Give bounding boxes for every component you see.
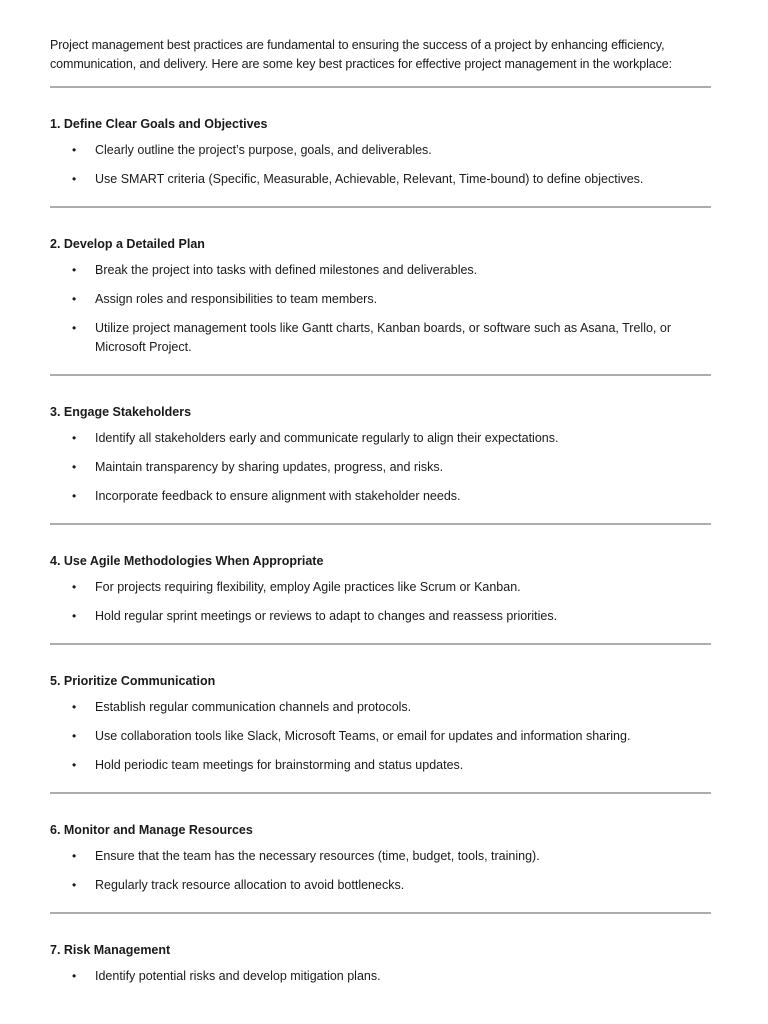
list-item bbox=[50, 458, 711, 477]
list-item-text: Incorporate feedback to ensure alignment with stakeholder needs. bbox=[95, 489, 461, 503]
list-item-text: Utilize project management tools like Gantt charts, Kanban boards, or software such as Asana, Trello, or Microsoft Project. bbox=[95, 321, 671, 354]
section-title: 2. Develop a Detailed Plan bbox=[50, 237, 205, 251]
sections-container bbox=[50, 88, 711, 1003]
list-item-text: Hold periodic team meetings for brainstorming and status updates. bbox=[95, 758, 464, 772]
bullet-icon: • bbox=[72, 729, 77, 743]
bullet-list bbox=[50, 429, 711, 506]
intro-paragraph: Project management best practices are fundamental to ensuring the success of a project by enhancing efficiency, communication, and delivery. Here are some key best practices for effective project management in the workplace: bbox=[50, 38, 672, 71]
list-item bbox=[50, 847, 711, 866]
list-item bbox=[50, 141, 711, 160]
bullet-list bbox=[50, 141, 711, 189]
list-item bbox=[50, 487, 711, 506]
bullet-icon: • bbox=[72, 489, 77, 503]
list-item-text: Hold regular sprint meetings or reviews to adapt to changes and reassess priorities. bbox=[95, 609, 558, 623]
list-item-text: For projects requiring flexibility, employ Agile practices like Scrum or Kanban. bbox=[95, 580, 521, 594]
list-item bbox=[50, 261, 711, 280]
bullet-icon: • bbox=[72, 758, 77, 772]
list-item bbox=[50, 578, 711, 597]
list-item bbox=[50, 429, 711, 448]
list-item bbox=[50, 319, 711, 357]
bullet-icon: • bbox=[72, 263, 77, 277]
bullet-list bbox=[50, 967, 711, 986]
list-item-text: Identify all stakeholders early and communicate regularly to align their expectations. bbox=[95, 431, 559, 445]
bullet-icon: • bbox=[72, 878, 77, 892]
bullet-list bbox=[50, 698, 711, 775]
list-item-text: Ensure that the team has the necessary resources (time, budget, tools, training). bbox=[95, 849, 540, 863]
list-item-text: Break the project into tasks with defined milestones and deliverables. bbox=[95, 263, 478, 277]
section-title: 4. Use Agile Methodologies When Appropriate bbox=[50, 554, 324, 568]
bullet-icon: • bbox=[72, 172, 77, 186]
list-item-text: Regularly track resource allocation to avoid bottlenecks. bbox=[95, 878, 405, 892]
list-item-text: Use collaboration tools like Slack, Microsoft Teams, or email for updates and information sharing. bbox=[95, 729, 631, 743]
list-item-text: Assign roles and responsibilities to team members. bbox=[95, 292, 378, 306]
bullet-icon: • bbox=[72, 292, 77, 306]
bullet-icon: • bbox=[72, 321, 77, 335]
section-title: 5. Prioritize Communication bbox=[50, 674, 216, 688]
section bbox=[50, 208, 711, 374]
section-title: 7. Risk Management bbox=[50, 943, 171, 957]
bullet-icon: • bbox=[72, 700, 77, 714]
list-item bbox=[50, 967, 711, 986]
bullet-icon: • bbox=[72, 143, 77, 157]
list-item bbox=[50, 170, 711, 189]
bullet-list bbox=[50, 847, 711, 895]
section-title: 6. Monitor and Manage Resources bbox=[50, 823, 253, 837]
bullet-list bbox=[50, 578, 711, 626]
bullet-icon: • bbox=[72, 431, 77, 445]
list-item bbox=[50, 698, 711, 717]
section-title: 1. Define Clear Goals and Objectives bbox=[50, 117, 268, 131]
list-item-text: Maintain transparency by sharing updates, progress, and risks. bbox=[95, 460, 444, 474]
list-item-text: Clearly outline the project’s purpose, goals, and deliverables. bbox=[95, 143, 432, 157]
list-item bbox=[50, 607, 711, 626]
list-item-text: Use SMART criteria (Specific, Measurable, Achievable, Relevant, Time-bound) to define objectives. bbox=[95, 172, 644, 186]
bullet-icon: • bbox=[72, 580, 77, 594]
list-item-text: Identify potential risks and develop mitigation plans. bbox=[95, 969, 381, 983]
list-item bbox=[50, 756, 711, 775]
list-item bbox=[50, 290, 711, 309]
section bbox=[50, 88, 711, 206]
section bbox=[50, 376, 711, 523]
bullet-icon: • bbox=[72, 969, 77, 983]
bullet-icon: • bbox=[72, 609, 77, 623]
section bbox=[50, 645, 711, 792]
section bbox=[50, 525, 711, 643]
section bbox=[50, 914, 711, 1003]
bullet-icon: • bbox=[72, 460, 77, 474]
section bbox=[50, 794, 711, 912]
list-item bbox=[50, 727, 711, 746]
bullet-list bbox=[50, 261, 711, 357]
bullet-icon: • bbox=[72, 849, 77, 863]
section-title: 3. Engage Stakeholders bbox=[50, 405, 192, 419]
list-item-text: Establish regular communication channels and protocols. bbox=[95, 700, 412, 714]
list-item bbox=[50, 876, 711, 895]
